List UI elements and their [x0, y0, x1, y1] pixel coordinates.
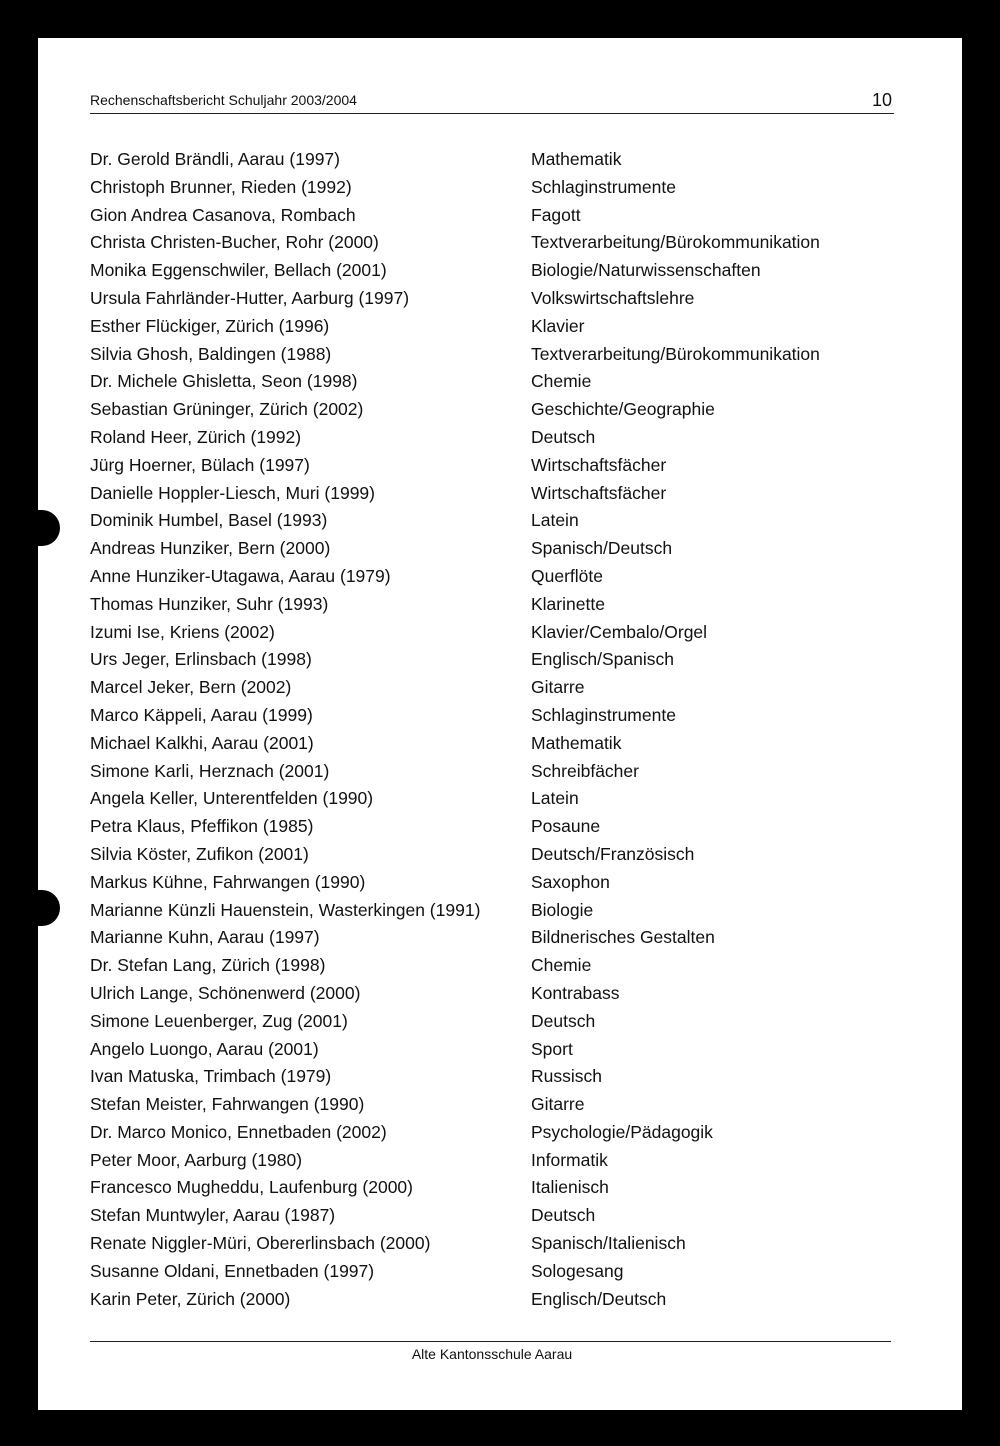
list-item [90, 396, 894, 424]
teacher-subject: Querflöte [531, 565, 603, 586]
teacher-subject: Schlaginstrumente [531, 704, 676, 725]
teacher-subject: Biologie/Naturwissenschaften [531, 260, 761, 281]
teacher-subject: Russisch [531, 1066, 602, 1087]
list-item [90, 1147, 894, 1175]
list-item [90, 257, 894, 285]
teacher-name: Peter Moor, Aarburg (1980) [90, 1149, 303, 1170]
teacher-subject: Volkswirtschaftslehre [531, 287, 695, 308]
teacher-name: Gion Andrea Casanova, Rombach [90, 204, 356, 225]
teacher-list [90, 146, 894, 1313]
list-item [90, 480, 894, 508]
teacher-subject: Fagott [531, 204, 581, 225]
list-item [90, 758, 894, 786]
teacher-subject: Deutsch [531, 1205, 596, 1226]
teacher-name: Susanne Oldani, Ennetbaden (1997) [90, 1260, 375, 1281]
teacher-name: Jürg Hoerner, Bülach (1997) [90, 454, 310, 475]
teacher-name: Sebastian Grüninger, Zürich (2002) [90, 399, 364, 420]
list-item [90, 1008, 894, 1036]
page-number: 10 [871, 90, 892, 110]
list-item [90, 424, 894, 452]
teacher-name: Christoph Brunner, Rieden (1992) [90, 176, 352, 197]
footer-divider [90, 1341, 891, 1342]
teacher-name: Ursula Fahrländer-Hutter, Aarburg (1997) [90, 287, 410, 308]
teacher-subject: Mathematik [531, 732, 622, 753]
teacher-subject: Spanisch/Italienisch [531, 1233, 686, 1254]
teacher-subject: Deutsch [531, 426, 596, 447]
list-item [90, 1258, 894, 1286]
teacher-subject: Posaune [531, 816, 601, 837]
teacher-name: Markus Kühne, Fahrwangen (1990) [90, 871, 366, 892]
list-item [90, 813, 894, 841]
teacher-subject: Wirtschaftsfächer [531, 454, 667, 475]
list-item [90, 1091, 894, 1119]
teacher-name: Andreas Hunziker, Bern (2000) [90, 538, 331, 559]
teacher-subject: Gitarre [531, 677, 585, 698]
list-item [90, 146, 894, 174]
list-item [90, 535, 894, 563]
teacher-name: Danielle Hoppler-Liesch, Muri (1999) [90, 482, 375, 503]
teacher-name: Simone Karli, Herznach (2001) [90, 760, 330, 781]
teacher-subject: Latein [531, 788, 579, 809]
teacher-name: Silvia Ghosh, Baldingen (1988) [90, 343, 332, 364]
teacher-name: Karin Peter, Zürich (2000) [90, 1288, 291, 1309]
list-item [90, 785, 894, 813]
list-item [90, 1174, 894, 1202]
list-item [90, 952, 894, 980]
list-item [90, 313, 894, 341]
teacher-subject: Informatik [531, 1149, 608, 1170]
teacher-subject: Italienisch [531, 1177, 609, 1198]
list-item [90, 646, 894, 674]
list-item [90, 1286, 894, 1314]
teacher-subject: Klavier [531, 315, 585, 336]
list-item [90, 341, 894, 369]
teacher-subject: Klavier/Cembalo/Orgel [531, 621, 708, 642]
teacher-subject: Schreibfächer [531, 760, 639, 781]
teacher-subject: Mathematik [531, 149, 622, 169]
teacher-name: Ivan Matuska, Trimbach (1979) [90, 1066, 332, 1087]
teacher-name: Renate Niggler-Müri, Obererlinsbach (2000) [90, 1233, 431, 1254]
teacher-name: Simone Leuenberger, Zug (2001) [90, 1010, 348, 1031]
teacher-name: Marco Käppeli, Aarau (1999) [90, 704, 313, 725]
teacher-subject: Spanisch/Deutsch [531, 538, 673, 559]
list-item [90, 730, 894, 758]
teacher-name: Stefan Muntwyler, Aarau (1987) [90, 1205, 336, 1226]
list-item [90, 1063, 894, 1091]
teacher-subject: Englisch/Deutsch [531, 1288, 667, 1309]
teacher-subject: Kontrabass [531, 982, 620, 1003]
list-item [90, 869, 894, 897]
teacher-subject: Biologie [531, 899, 594, 920]
teacher-name: Marianne Künzli Hauenstein, Wasterkingen (1991) [90, 899, 481, 920]
teacher-subject: Chemie [531, 371, 592, 392]
list-item [90, 841, 894, 869]
teacher-name: Dr. Marco Monico, Ennetbaden (2002) [90, 1121, 387, 1142]
teacher-name: Marcel Jeker, Bern (2002) [90, 677, 292, 698]
teacher-name: Angela Keller, Unterentfelden (1990) [90, 788, 374, 809]
teacher-name: Dr. Stefan Lang, Zürich (1998) [90, 955, 326, 976]
teacher-name: Esther Flückiger, Zürich (1996) [90, 315, 330, 336]
list-item [90, 980, 894, 1008]
teacher-subject: Wirtschaftsfächer [531, 482, 667, 503]
teacher-name: Silvia Köster, Zufikon (2001) [90, 843, 309, 864]
teacher-name: Roland Heer, Zürich (1992) [90, 426, 302, 447]
teacher-name: Christa Christen-Bucher, Rohr (2000) [90, 232, 379, 253]
teacher-subject: Englisch/Spanisch [531, 649, 674, 670]
teacher-name: Marianne Kuhn, Aarau (1997) [90, 927, 320, 948]
list-item [90, 368, 894, 396]
header-divider [90, 113, 894, 114]
teacher-name: Petra Klaus, Pfeffikon (1985) [90, 816, 314, 837]
teacher-name: Stefan Meister, Fahrwangen (1990) [90, 1094, 365, 1115]
list-item [90, 1202, 894, 1230]
list-item [90, 619, 894, 647]
list-item [90, 1119, 894, 1147]
teacher-subject: Klarinette [531, 593, 605, 614]
list-item [90, 897, 894, 925]
teacher-subject: Gitarre [531, 1094, 585, 1115]
teacher-name: Izumi Ise, Kriens (2002) [90, 621, 275, 642]
document-page [38, 38, 962, 1410]
teacher-name: Monika Eggenschwiler, Bellach (2001) [90, 260, 387, 281]
teacher-subject: Sologesang [531, 1260, 624, 1281]
list-item [90, 507, 894, 535]
list-item [90, 1230, 894, 1258]
teacher-subject: Sport [531, 1038, 573, 1059]
header-title: Rechenschaftsbericht Schuljahr 2003/2004 [90, 92, 357, 108]
list-item [90, 591, 894, 619]
teacher-name: Ulrich Lange, Schönenwerd (2000) [90, 982, 361, 1003]
footer-text: Alte Kantonsschule Aarau [411, 1346, 573, 1362]
list-item [90, 702, 894, 730]
teacher-name: Michael Kalkhi, Aarau (2001) [90, 732, 314, 753]
teacher-subject: Deutsch/Französisch [531, 843, 695, 864]
teacher-name: Angelo Luongo, Aarau (2001) [90, 1038, 319, 1059]
teacher-name: Urs Jeger, Erlinsbach (1998) [90, 649, 312, 670]
teacher-name: Dominik Humbel, Basel (1993) [90, 510, 328, 531]
list-item [90, 674, 894, 702]
teacher-subject: Bildnerisches Gestalten [531, 927, 715, 948]
teacher-subject: Deutsch [531, 1010, 596, 1031]
teacher-subject: Geschichte/Geographie [531, 399, 715, 420]
list-item [90, 285, 894, 313]
teacher-subject: Latein [531, 510, 579, 531]
teacher-name: Thomas Hunziker, Suhr (1993) [90, 593, 329, 614]
teacher-subject: Chemie [531, 955, 592, 976]
teacher-name: Anne Hunziker-Utagawa, Aarau (1979) [90, 565, 391, 586]
teacher-name: Dr. Gerold Brändli, Aarau (1997) [90, 149, 340, 169]
list-item [90, 563, 894, 591]
teacher-subject: Textverarbeitung/Bürokommunikation [531, 343, 820, 364]
teacher-name: Dr. Michele Ghisletta, Seon (1998) [90, 371, 358, 392]
list-item [90, 924, 894, 952]
list-item [90, 202, 894, 230]
teacher-subject: Schlaginstrumente [531, 176, 676, 197]
teacher-subject: Textverarbeitung/Bürokommunikation [531, 232, 820, 253]
list-item [90, 174, 894, 202]
teacher-subject: Saxophon [531, 871, 610, 892]
list-item [90, 452, 894, 480]
teacher-subject: Psychologie/Pädagogik [531, 1121, 713, 1142]
list-item [90, 229, 894, 257]
list-item [90, 1036, 894, 1064]
teacher-name: Francesco Mugheddu, Laufenburg (2000) [90, 1177, 413, 1198]
